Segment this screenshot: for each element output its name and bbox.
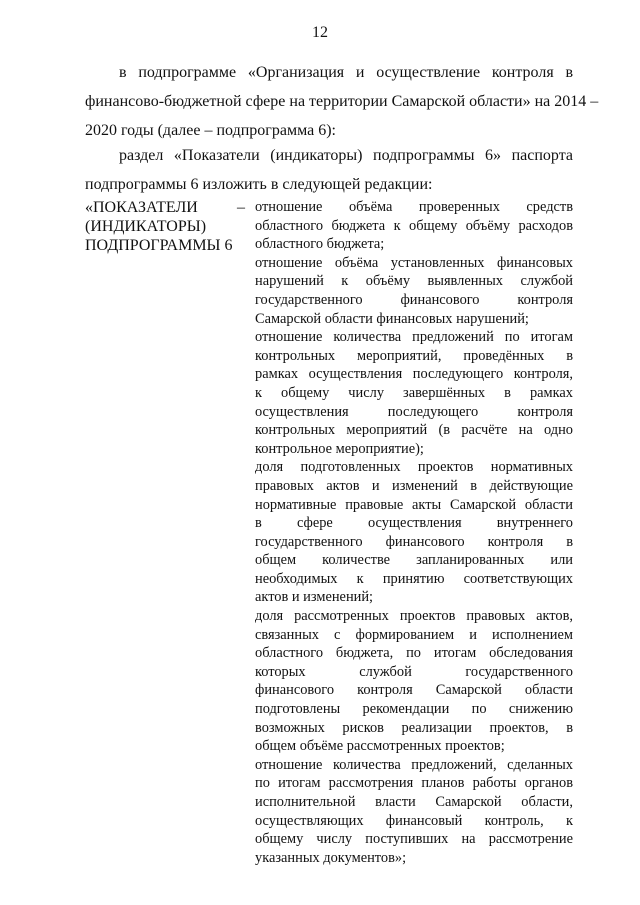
indicator-line: государственного финансового контроля [255,291,573,308]
indicator-line: возможных рисков реализации проектов, в [255,719,573,736]
indicator-line: контрольных мероприятий, проведённых в [255,347,573,364]
indicator-line: областного бюджета; [255,236,385,253]
indicator-line: осуществляющих финансовый контроль, к [255,812,573,829]
intro-paragraph [85,58,599,145]
indicator-line: которых службой государственного [255,663,573,680]
indicator-line: к общему числу завершённых в рамках [255,384,573,401]
intro-line: 2020 годы (далее – подпрограмма 6): [85,122,336,139]
intro-line: в подпрограмме «Организация и осуществление контроля в [119,64,573,81]
indicator-line: указанных документов»; [255,849,407,866]
instruction-line: подпрограммы 6 изложить в следующей редакции: [85,176,433,193]
indicator-line: контрольное мероприятие); [255,440,424,457]
indicator-line: отношение количества предложений по итогам [255,329,573,346]
indicator-line: общему числу поступивших на рассмотрение [255,831,573,848]
instruction-paragraph [85,141,573,199]
indicator-line: в сфере осуществления внутреннего [255,515,573,532]
indicator-line: государственного финансового контроля в [255,533,573,550]
indicator-line: подготовлены рекомендации по снижению [255,701,573,718]
indicator-line: доля подготовленных проектов нормативных [255,459,573,476]
instruction-line: раздел «Показатели (индикаторы) подпрограммы 6» паспорта [119,147,573,164]
indicator-line: областного бюджета к общему объёму расходов [255,217,573,234]
indicator-line: связанных с формированием и исполнением [255,626,573,643]
indicator-line: правовых актов и изменений в действующие [255,477,573,494]
indicator-line: Самарской области финансовых нарушений; [255,310,529,327]
passport-section-title [85,198,245,255]
indicator-list [255,198,573,867]
title-line: (ИНДИКАТОРЫ) [85,218,207,235]
indicator-line: рамках осуществления последующего контроля, [255,366,573,383]
indicator-line: нормативные правовые акты Самарской области [255,496,573,513]
indicator-line: исполнительной власти Самарской области, [255,794,573,810]
indicator-line: областного бюджета, по итогам обследования [255,645,573,662]
indicator-line: общем количестве запланированных или [255,552,573,569]
indicator-line: финансового контроля Самарской области [255,682,573,699]
indicator-line: отношение количества предложений, сделанных [255,756,573,773]
indicator-line: необходимых к принятию соответствующих [255,570,573,587]
page-number: 12 [312,24,328,41]
indicator-line: осуществления последующего контроля [255,403,573,420]
title-line: ПОДПРОГРАММЫ 6 [85,237,233,254]
indicator-line: отношение объёма проверенных средств [255,199,573,215]
indicator-line: доля рассмотренных проектов правовых актов, [255,608,573,625]
indicator-line: по итогам рассмотрения планов работы органов [255,775,573,792]
indicator-line: общем объёме рассмотренных проектов; [255,738,505,755]
indicator-line: актов и изменений; [255,589,374,606]
indicator-line: нарушений к объёму выявленных службой [255,273,573,290]
indicator-line: контрольных мероприятий (в расчёте на одно [255,422,573,439]
dash-separator: – [237,199,245,216]
title-line: «ПОКАЗАТЕЛИ [85,199,198,216]
intro-line: финансово-бюджетной сфере на территории Самарской области» на 2014 – [85,93,599,110]
indicator-line: отношение объёма установленных финансовых [255,254,573,271]
